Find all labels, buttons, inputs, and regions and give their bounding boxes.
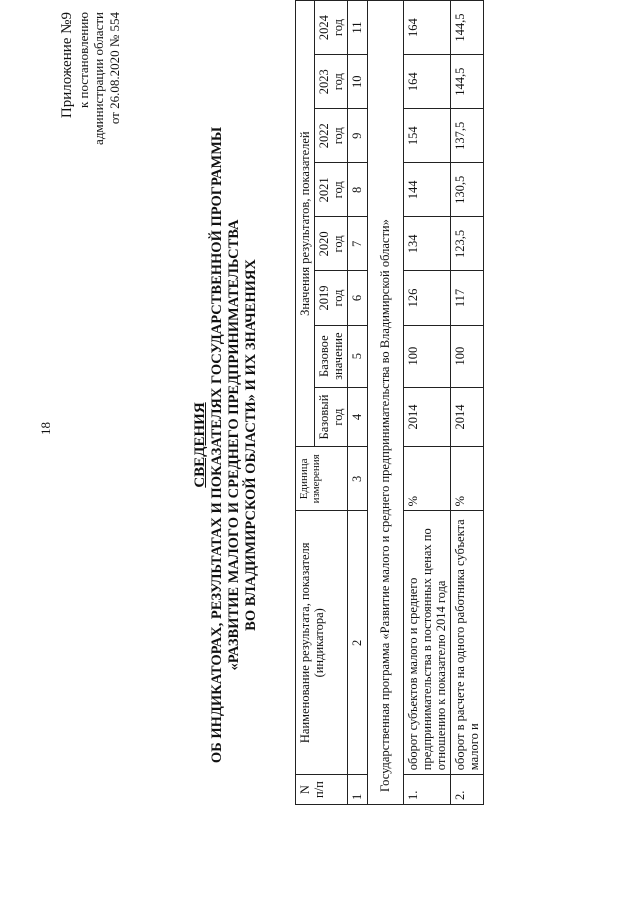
row-indicator-name: оборот субъектов малого и среднего предпринимательства в постоянных ценах по отношению к показателю 2014 года <box>404 511 451 775</box>
row-indicator-name: оборот в расчете на одного работника субъекта малого и <box>451 511 484 775</box>
row-unit: % <box>451 447 484 511</box>
header-2023: 2023 год <box>315 55 348 109</box>
row-number: 1. <box>404 775 451 805</box>
appendix-date: от 26.08.2020 № 554 <box>106 12 122 125</box>
table-header-row <box>296 1 315 805</box>
column-number: 7 <box>348 217 368 271</box>
program-title: Государственная программа «Развитие малого и среднего предпринимательства во Владимирской области» <box>368 1 404 805</box>
row-value-2023: 144,5 <box>451 55 484 109</box>
row-base-value: 100 <box>451 325 484 387</box>
column-number: 10 <box>348 55 368 109</box>
row-base-year: 2014 <box>451 387 484 446</box>
row-value-2024: 144,5 <box>451 1 484 55</box>
title-heading: СВЕДЕНИЯ <box>192 402 208 488</box>
header-2019: 2019 год <box>315 271 348 325</box>
column-number: 11 <box>348 1 368 55</box>
row-value-2020: 134 <box>404 217 451 271</box>
row-unit: % <box>404 447 451 511</box>
row-value-2022: 137,5 <box>451 109 484 163</box>
appendix-line: администрации области <box>91 12 106 145</box>
title-line: ВО ВЛАДИМИРСКОЙ ОБЛАСТИ» И ИХ ЗНАЧЕНИЯХ <box>243 259 259 631</box>
column-number: 9 <box>348 109 368 163</box>
row-value-2020: 123,5 <box>451 217 484 271</box>
header-2024: 2024 год <box>315 1 348 55</box>
header-2022: 2022 год <box>315 109 348 163</box>
row-value-2021: 130,5 <box>451 163 484 217</box>
header-base-year: Базовый год <box>315 387 348 446</box>
title-line: «РАЗВИТИЕ МАЛОГО И СРЕДНЕГО ПРЕДПРИНИМАТЕЛЬСТВА <box>226 219 242 671</box>
row-value-2019: 117 <box>451 271 484 325</box>
table-row <box>404 1 451 805</box>
header-name: Наименование результата, показателя (индикатора) <box>296 511 348 775</box>
row-base-year: 2014 <box>404 387 451 446</box>
header-num: N п/п <box>296 775 348 805</box>
header-2020: 2020 год <box>315 217 348 271</box>
appendix-line: к постановлению <box>75 12 91 109</box>
column-number: 6 <box>348 271 368 325</box>
program-row <box>368 1 404 805</box>
indicators-table <box>295 0 484 805</box>
header-base-value: Базовое значение <box>315 325 348 387</box>
column-number: 3 <box>348 447 368 511</box>
title-line: ОБ ИНДИКАТОРАХ, РЕЗУЛЬТАТАХ И ПОКАЗАТЕЛЯХ ГОСУДАРСТВЕННОЙ ПРОГРАММЫ <box>209 126 225 764</box>
row-value-2023: 164 <box>404 55 451 109</box>
appendix-note <box>60 12 122 182</box>
header-2021: 2021 год <box>315 163 348 217</box>
column-number: 8 <box>348 163 368 217</box>
row-value-2022: 154 <box>404 109 451 163</box>
column-number: 2 <box>348 511 368 775</box>
header-unit: Единица измерения <box>296 447 348 511</box>
page-number: 18 <box>38 422 53 435</box>
column-number-row <box>348 1 368 805</box>
appendix-line: Приложение №9 <box>59 12 75 119</box>
column-number: 1 <box>348 775 368 805</box>
header-values-group: Значения результатов, показателей <box>296 1 315 447</box>
column-number: 5 <box>348 325 368 387</box>
table-row <box>451 1 484 805</box>
row-value-2019: 126 <box>404 271 451 325</box>
row-base-value: 100 <box>404 325 451 387</box>
row-value-2021: 144 <box>404 163 451 217</box>
row-number: 2. <box>451 775 484 805</box>
row-value-2024: 164 <box>404 1 451 55</box>
document-title <box>192 85 260 805</box>
column-number: 4 <box>348 387 368 446</box>
